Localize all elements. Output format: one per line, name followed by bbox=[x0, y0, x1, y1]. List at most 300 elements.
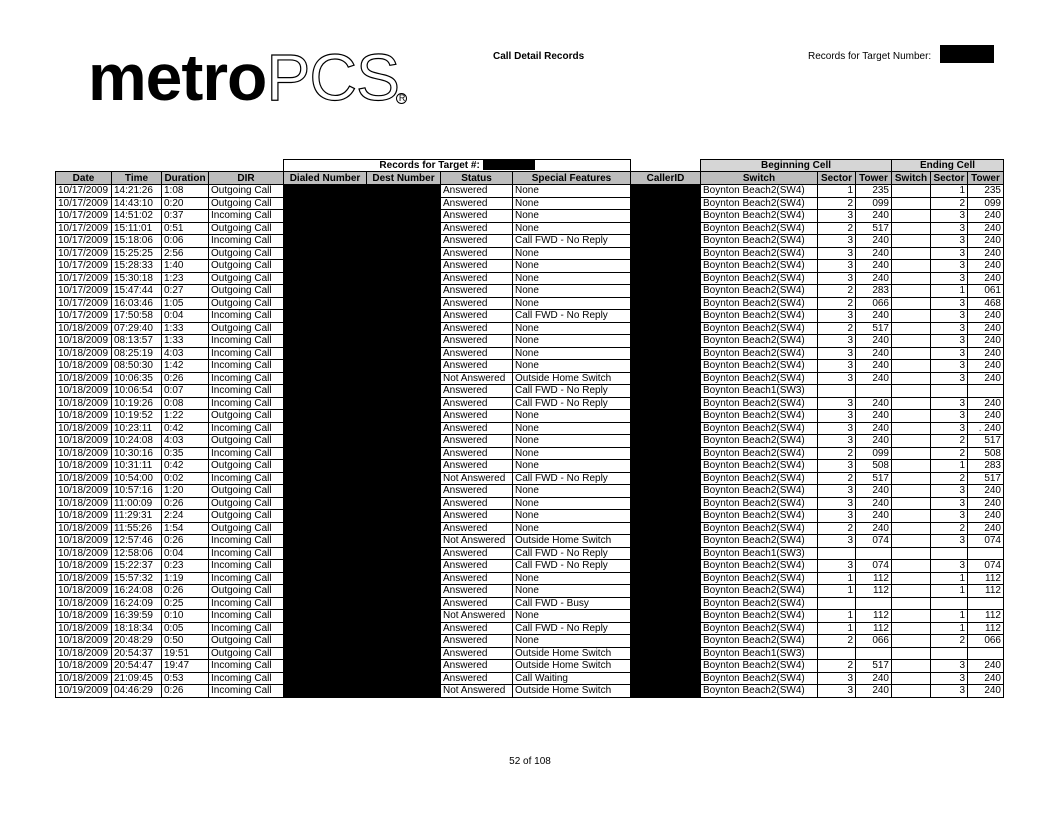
cell-begin-switch: Boynton Beach2(SW4) bbox=[701, 610, 818, 623]
cell-duration: 4:03 bbox=[162, 347, 209, 360]
cell-begin-tower: 517 bbox=[856, 472, 892, 485]
cell-caller-id-redacted bbox=[631, 210, 701, 223]
cell-status: Answered bbox=[441, 422, 513, 435]
cell-begin-tower: 240 bbox=[856, 360, 892, 373]
cell-end-tower: 240 bbox=[968, 222, 1004, 235]
cell-time: 11:29:31 bbox=[112, 510, 162, 523]
cell-caller-id-redacted bbox=[631, 310, 701, 323]
table-row bbox=[56, 572, 1004, 585]
cell-date: 10/17/2009 bbox=[56, 222, 112, 235]
cell-begin-switch: Boynton Beach2(SW4) bbox=[701, 297, 818, 310]
cell-begin-sector: 3 bbox=[818, 347, 856, 360]
cell-special-features: Call FWD - No Reply bbox=[513, 622, 631, 635]
cell-end-tower: 074 bbox=[968, 535, 1004, 548]
cell-duration: 0:42 bbox=[162, 422, 209, 435]
cell-caller-id-redacted bbox=[631, 472, 701, 485]
cell-end-switch bbox=[892, 222, 931, 235]
cell-time: 12:57:46 bbox=[112, 535, 162, 548]
cell-time: 16:39:59 bbox=[112, 610, 162, 623]
cell-caller-id-redacted bbox=[631, 285, 701, 298]
cell-special-features: Call Waiting bbox=[513, 672, 631, 685]
cell-time: 17:50:58 bbox=[112, 310, 162, 323]
cell-special-features: Call FWD - No Reply bbox=[513, 397, 631, 410]
cell-begin-sector: 2 bbox=[818, 297, 856, 310]
cell-time: 04:46:29 bbox=[112, 685, 162, 698]
cell-caller-id-redacted bbox=[631, 635, 701, 648]
cell-begin-switch: Boynton Beach2(SW4) bbox=[701, 272, 818, 285]
table-row bbox=[56, 647, 1004, 660]
cell-dest-number-redacted bbox=[367, 547, 441, 560]
cell-end-switch bbox=[892, 472, 931, 485]
cell-begin-switch: Boynton Beach2(SW4) bbox=[701, 535, 818, 548]
cell-time: 10:19:26 bbox=[112, 397, 162, 410]
cell-begin-tower bbox=[856, 385, 892, 398]
cell-special-features: None bbox=[513, 522, 631, 535]
cell-end-sector: 3 bbox=[931, 410, 968, 423]
cell-dir: Incoming Call bbox=[209, 660, 284, 673]
cell-end-tower: 283 bbox=[968, 460, 1004, 473]
cell-begin-tower bbox=[856, 597, 892, 610]
cell-status: Answered bbox=[441, 547, 513, 560]
cell-end-tower: 240 bbox=[968, 335, 1004, 348]
cell-status: Not Answered bbox=[441, 685, 513, 698]
cell-end-tower: 074 bbox=[968, 560, 1004, 573]
cell-date: 10/18/2009 bbox=[56, 660, 112, 673]
cell-status: Answered bbox=[441, 660, 513, 673]
cell-dest-number-redacted bbox=[367, 222, 441, 235]
cell-time: 11:00:09 bbox=[112, 497, 162, 510]
cell-begin-tower: 283 bbox=[856, 285, 892, 298]
table-row bbox=[56, 372, 1004, 385]
cell-dir: Incoming Call bbox=[209, 310, 284, 323]
cell-status: Answered bbox=[441, 622, 513, 635]
column-header-end-switch: Switch bbox=[892, 172, 931, 185]
cell-begin-tower: 517 bbox=[856, 222, 892, 235]
cell-special-features: Call FWD - No Reply bbox=[513, 235, 631, 248]
table-row bbox=[56, 522, 1004, 535]
cell-special-features: None bbox=[513, 422, 631, 435]
cell-dir: Outgoing Call bbox=[209, 197, 284, 210]
cell-dialed-number-redacted bbox=[284, 447, 367, 460]
cell-end-tower: 240 bbox=[968, 235, 1004, 248]
cell-dialed-number-redacted bbox=[284, 310, 367, 323]
cell-status: Not Answered bbox=[441, 472, 513, 485]
cell-dialed-number-redacted bbox=[284, 285, 367, 298]
cell-end-tower: 112 bbox=[968, 572, 1004, 585]
cell-dest-number-redacted bbox=[367, 685, 441, 698]
cell-date: 10/17/2009 bbox=[56, 260, 112, 273]
cell-begin-switch: Boynton Beach2(SW4) bbox=[701, 572, 818, 585]
cell-end-tower: 240 bbox=[968, 210, 1004, 223]
target-number-redaction bbox=[940, 45, 994, 63]
cell-dialed-number-redacted bbox=[284, 210, 367, 223]
cell-begin-sector: 2 bbox=[818, 222, 856, 235]
cell-end-switch bbox=[892, 647, 931, 660]
cell-dialed-number-redacted bbox=[284, 622, 367, 635]
cell-begin-switch: Boynton Beach2(SW4) bbox=[701, 360, 818, 373]
cell-end-sector: 2 bbox=[931, 447, 968, 460]
column-header-status: Status bbox=[441, 172, 513, 185]
cell-begin-switch: Boynton Beach2(SW4) bbox=[701, 222, 818, 235]
cell-special-features: Call FWD - No Reply bbox=[513, 310, 631, 323]
cell-begin-sector: 3 bbox=[818, 510, 856, 523]
cell-time: 14:21:26 bbox=[112, 185, 162, 198]
cell-caller-id-redacted bbox=[631, 560, 701, 573]
call-detail-table bbox=[55, 159, 1004, 698]
table-row bbox=[56, 297, 1004, 310]
cell-dest-number-redacted bbox=[367, 322, 441, 335]
cell-end-tower: 240 bbox=[968, 247, 1004, 260]
cell-time: 15:30:18 bbox=[112, 272, 162, 285]
cell-end-sector: 3 bbox=[931, 210, 968, 223]
cell-special-features: Call FWD - No Reply bbox=[513, 560, 631, 573]
cell-special-features: Call FWD - No Reply bbox=[513, 472, 631, 485]
cell-dir: Incoming Call bbox=[209, 572, 284, 585]
cell-date: 10/18/2009 bbox=[56, 597, 112, 610]
cell-status: Answered bbox=[441, 260, 513, 273]
cell-dir: Incoming Call bbox=[209, 447, 284, 460]
cell-end-sector: 3 bbox=[931, 297, 968, 310]
table-row bbox=[56, 685, 1004, 698]
cell-end-switch bbox=[892, 485, 931, 498]
cell-special-features: None bbox=[513, 335, 631, 348]
cell-date: 10/18/2009 bbox=[56, 610, 112, 623]
cell-duration: 0:10 bbox=[162, 610, 209, 623]
cell-begin-tower: 240 bbox=[856, 522, 892, 535]
cell-dest-number-redacted bbox=[367, 622, 441, 635]
cell-begin-tower: 240 bbox=[856, 260, 892, 273]
cell-dir: Incoming Call bbox=[209, 472, 284, 485]
cell-end-tower: 517 bbox=[968, 435, 1004, 448]
cell-status: Answered bbox=[441, 510, 513, 523]
cell-date: 10/17/2009 bbox=[56, 210, 112, 223]
cell-caller-id-redacted bbox=[631, 660, 701, 673]
cell-end-switch bbox=[892, 397, 931, 410]
cell-time: 11:55:26 bbox=[112, 522, 162, 535]
cell-duration: 0:51 bbox=[162, 222, 209, 235]
cell-date: 10/18/2009 bbox=[56, 635, 112, 648]
cell-status: Answered bbox=[441, 560, 513, 573]
cell-end-tower: 235 bbox=[968, 185, 1004, 198]
cell-caller-id-redacted bbox=[631, 197, 701, 210]
cell-date: 10/18/2009 bbox=[56, 360, 112, 373]
cell-special-features: None bbox=[513, 485, 631, 498]
cell-begin-sector: 3 bbox=[818, 272, 856, 285]
cell-status: Answered bbox=[441, 272, 513, 285]
cell-dir: Outgoing Call bbox=[209, 510, 284, 523]
cell-dialed-number-redacted bbox=[284, 585, 367, 598]
cell-dir: Outgoing Call bbox=[209, 260, 284, 273]
cell-end-tower: 112 bbox=[968, 622, 1004, 635]
cell-dialed-number-redacted bbox=[284, 222, 367, 235]
cell-time: 15:18:06 bbox=[112, 235, 162, 248]
cell-duration: 0:08 bbox=[162, 397, 209, 410]
cell-caller-id-redacted bbox=[631, 372, 701, 385]
cell-dir: Outgoing Call bbox=[209, 497, 284, 510]
cell-time: 10:23:11 bbox=[112, 422, 162, 435]
cell-time: 14:43:10 bbox=[112, 197, 162, 210]
cell-special-features: None bbox=[513, 260, 631, 273]
cell-begin-switch: Boynton Beach2(SW4) bbox=[701, 285, 818, 298]
cell-begin-tower: 066 bbox=[856, 635, 892, 648]
cell-dest-number-redacted bbox=[367, 285, 441, 298]
cell-caller-id-redacted bbox=[631, 610, 701, 623]
cell-caller-id-redacted bbox=[631, 622, 701, 635]
cell-caller-id-redacted bbox=[631, 260, 701, 273]
cell-end-switch bbox=[892, 322, 931, 335]
cell-begin-sector: 3 bbox=[818, 397, 856, 410]
cell-begin-switch: Boynton Beach2(SW4) bbox=[701, 522, 818, 535]
cell-caller-id-redacted bbox=[631, 647, 701, 660]
table-column-header-row bbox=[56, 172, 1004, 185]
cell-caller-id-redacted bbox=[631, 672, 701, 685]
cell-end-switch bbox=[892, 310, 931, 323]
cell-caller-id-redacted bbox=[631, 497, 701, 510]
cell-status: Answered bbox=[441, 297, 513, 310]
cell-time: 10:31:11 bbox=[112, 460, 162, 473]
cell-end-tower: 240 bbox=[968, 522, 1004, 535]
cell-dest-number-redacted bbox=[367, 597, 441, 610]
cell-end-switch bbox=[892, 372, 931, 385]
table-row bbox=[56, 260, 1004, 273]
cell-date: 10/17/2009 bbox=[56, 197, 112, 210]
cell-dest-number-redacted bbox=[367, 572, 441, 585]
cell-begin-sector: 3 bbox=[818, 335, 856, 348]
cell-begin-sector: 3 bbox=[818, 497, 856, 510]
cell-time: 10:19:52 bbox=[112, 410, 162, 423]
cell-duration: 1:08 bbox=[162, 185, 209, 198]
cell-time: 21:09:45 bbox=[112, 672, 162, 685]
cell-begin-sector: 2 bbox=[818, 635, 856, 648]
cell-status: Not Answered bbox=[441, 372, 513, 385]
cell-caller-id-redacted bbox=[631, 435, 701, 448]
cell-begin-tower bbox=[856, 647, 892, 660]
cell-end-tower: 240 bbox=[968, 372, 1004, 385]
cell-dest-number-redacted bbox=[367, 210, 441, 223]
cell-date: 10/17/2009 bbox=[56, 185, 112, 198]
cell-dialed-number-redacted bbox=[284, 397, 367, 410]
cell-end-tower: 240 bbox=[968, 510, 1004, 523]
cell-caller-id-redacted bbox=[631, 510, 701, 523]
cell-special-features: None bbox=[513, 572, 631, 585]
cell-end-sector: 1 bbox=[931, 285, 968, 298]
cell-end-sector: 1 bbox=[931, 610, 968, 623]
cell-begin-sector: 2 bbox=[818, 660, 856, 673]
cell-begin-switch: Boynton Beach2(SW4) bbox=[701, 622, 818, 635]
cell-begin-sector: 2 bbox=[818, 285, 856, 298]
cell-dest-number-redacted bbox=[367, 635, 441, 648]
cell-begin-sector: 3 bbox=[818, 260, 856, 273]
cell-duration: 1:20 bbox=[162, 485, 209, 498]
cell-dir: Outgoing Call bbox=[209, 222, 284, 235]
cell-end-tower: 240 bbox=[968, 260, 1004, 273]
cell-time: 15:25:25 bbox=[112, 247, 162, 260]
cell-dest-number-redacted bbox=[367, 310, 441, 323]
table-row bbox=[56, 472, 1004, 485]
cell-duration: 0:06 bbox=[162, 235, 209, 248]
cell-begin-switch: Boynton Beach2(SW4) bbox=[701, 510, 818, 523]
cell-dest-number-redacted bbox=[367, 472, 441, 485]
cell-begin-switch: Boynton Beach1(SW3) bbox=[701, 647, 818, 660]
cell-begin-sector: 1 bbox=[818, 610, 856, 623]
cell-begin-tower: 240 bbox=[856, 510, 892, 523]
cell-date: 10/17/2009 bbox=[56, 310, 112, 323]
cell-caller-id-redacted bbox=[631, 547, 701, 560]
column-header-begin-sector: Sector bbox=[818, 172, 856, 185]
column-header-begin-tower: Tower bbox=[856, 172, 892, 185]
cell-dir: Outgoing Call bbox=[209, 285, 284, 298]
cell-special-features: Outside Home Switch bbox=[513, 685, 631, 698]
cell-dest-number-redacted bbox=[367, 260, 441, 273]
cell-dest-number-redacted bbox=[367, 435, 441, 448]
column-header-date: Date bbox=[56, 172, 112, 185]
cell-status: Answered bbox=[441, 460, 513, 473]
cell-end-switch bbox=[892, 610, 931, 623]
column-header-dir: DIR bbox=[209, 172, 284, 185]
cell-caller-id-redacted bbox=[631, 597, 701, 610]
cell-duration: 19:51 bbox=[162, 647, 209, 660]
cell-status: Answered bbox=[441, 360, 513, 373]
cell-end-switch bbox=[892, 672, 931, 685]
cell-time: 20:48:29 bbox=[112, 635, 162, 648]
cell-status: Answered bbox=[441, 285, 513, 298]
cell-date: 10/18/2009 bbox=[56, 397, 112, 410]
cell-end-tower: 240 bbox=[968, 485, 1004, 498]
cell-dialed-number-redacted bbox=[284, 572, 367, 585]
cell-dir: Incoming Call bbox=[209, 335, 284, 348]
cell-date: 10/18/2009 bbox=[56, 522, 112, 535]
cell-dest-number-redacted bbox=[367, 447, 441, 460]
cell-status: Answered bbox=[441, 322, 513, 335]
cell-date: 10/18/2009 bbox=[56, 672, 112, 685]
cell-dialed-number-redacted bbox=[284, 235, 367, 248]
cell-time: 20:54:47 bbox=[112, 660, 162, 673]
cell-status: Answered bbox=[441, 435, 513, 448]
cell-begin-sector: 3 bbox=[818, 360, 856, 373]
cell-begin-tower: 099 bbox=[856, 197, 892, 210]
cell-end-tower: . 240 bbox=[968, 422, 1004, 435]
cell-dialed-number-redacted bbox=[284, 385, 367, 398]
cell-begin-sector: 3 bbox=[818, 672, 856, 685]
cell-end-tower bbox=[968, 385, 1004, 398]
cell-dialed-number-redacted bbox=[284, 635, 367, 648]
cell-dest-number-redacted bbox=[367, 510, 441, 523]
cell-begin-sector: 1 bbox=[818, 585, 856, 598]
cell-end-tower bbox=[968, 647, 1004, 660]
cell-caller-id-redacted bbox=[631, 585, 701, 598]
cell-status: Not Answered bbox=[441, 610, 513, 623]
cell-end-switch bbox=[892, 385, 931, 398]
cell-status: Not Answered bbox=[441, 535, 513, 548]
cell-dir: Incoming Call bbox=[209, 372, 284, 385]
cell-begin-sector: 3 bbox=[818, 372, 856, 385]
cell-dest-number-redacted bbox=[367, 272, 441, 285]
cell-duration: 0:50 bbox=[162, 635, 209, 648]
cell-end-tower: 517 bbox=[968, 472, 1004, 485]
cell-time: 14:51:02 bbox=[112, 210, 162, 223]
cell-status: Answered bbox=[441, 385, 513, 398]
cell-dir: Incoming Call bbox=[209, 610, 284, 623]
cell-special-features: Call FWD - No Reply bbox=[513, 385, 631, 398]
cell-end-sector bbox=[931, 647, 968, 660]
cell-caller-id-redacted bbox=[631, 422, 701, 435]
cell-begin-tower: 240 bbox=[856, 335, 892, 348]
cell-duration: 0:02 bbox=[162, 472, 209, 485]
cell-dir: Incoming Call bbox=[209, 535, 284, 548]
cell-dir: Outgoing Call bbox=[209, 322, 284, 335]
table-row bbox=[56, 622, 1004, 635]
cell-duration: 1:54 bbox=[162, 522, 209, 535]
table-row bbox=[56, 397, 1004, 410]
cell-duration: 0:23 bbox=[162, 560, 209, 573]
cell-special-features: None bbox=[513, 510, 631, 523]
cell-end-switch bbox=[892, 185, 931, 198]
cell-begin-tower: 112 bbox=[856, 622, 892, 635]
cell-time: 07:29:40 bbox=[112, 322, 162, 335]
cell-dir: Incoming Call bbox=[209, 385, 284, 398]
cell-dest-number-redacted bbox=[367, 497, 441, 510]
table-row bbox=[56, 422, 1004, 435]
cell-end-sector: 3 bbox=[931, 335, 968, 348]
cell-end-sector: 3 bbox=[931, 272, 968, 285]
cell-begin-tower: 240 bbox=[856, 372, 892, 385]
cell-end-sector: 3 bbox=[931, 247, 968, 260]
cell-date: 10/18/2009 bbox=[56, 560, 112, 573]
cell-dialed-number-redacted bbox=[284, 672, 367, 685]
cell-end-sector: 1 bbox=[931, 460, 968, 473]
cell-time: 16:24:09 bbox=[112, 597, 162, 610]
cell-end-switch bbox=[892, 272, 931, 285]
cell-end-tower: 240 bbox=[968, 322, 1004, 335]
cell-dialed-number-redacted bbox=[284, 535, 367, 548]
table-row bbox=[56, 672, 1004, 685]
cell-dir: Incoming Call bbox=[209, 210, 284, 223]
cell-date: 10/17/2009 bbox=[56, 285, 112, 298]
cell-date: 10/18/2009 bbox=[56, 510, 112, 523]
cell-begin-tower: 508 bbox=[856, 460, 892, 473]
cell-dir: Outgoing Call bbox=[209, 185, 284, 198]
cell-begin-tower: 240 bbox=[856, 685, 892, 698]
cell-begin-switch: Boynton Beach2(SW4) bbox=[701, 247, 818, 260]
table-row bbox=[56, 635, 1004, 648]
cell-end-tower: 240 bbox=[968, 360, 1004, 373]
cell-duration: 2:56 bbox=[162, 247, 209, 260]
column-header-end-sector: Sector bbox=[931, 172, 968, 185]
logo-thin-text: PCS bbox=[266, 40, 400, 114]
cell-duration: 0:20 bbox=[162, 197, 209, 210]
cell-begin-switch: Boynton Beach1(SW3) bbox=[701, 547, 818, 560]
cell-duration: 0:42 bbox=[162, 460, 209, 473]
cell-dir: Incoming Call bbox=[209, 360, 284, 373]
table-row bbox=[56, 322, 1004, 335]
cell-duration: 0:26 bbox=[162, 685, 209, 698]
cell-end-sector: 3 bbox=[931, 560, 968, 573]
cell-begin-switch: Boynton Beach2(SW4) bbox=[701, 397, 818, 410]
cell-begin-sector: 2 bbox=[818, 472, 856, 485]
target-number-label: Records for Target Number: bbox=[808, 51, 932, 62]
cell-dialed-number-redacted bbox=[284, 460, 367, 473]
cell-begin-sector: 3 bbox=[818, 685, 856, 698]
cell-begin-switch: Boynton Beach2(SW4) bbox=[701, 372, 818, 385]
records-for-target-header: Records for Target #: bbox=[284, 160, 631, 172]
cell-dir: Outgoing Call bbox=[209, 272, 284, 285]
cell-end-sector: 2 bbox=[931, 522, 968, 535]
cell-end-switch bbox=[892, 560, 931, 573]
table-row bbox=[56, 222, 1004, 235]
cell-begin-tower: 240 bbox=[856, 435, 892, 448]
cell-begin-tower: 240 bbox=[856, 347, 892, 360]
cell-duration: 0:04 bbox=[162, 310, 209, 323]
